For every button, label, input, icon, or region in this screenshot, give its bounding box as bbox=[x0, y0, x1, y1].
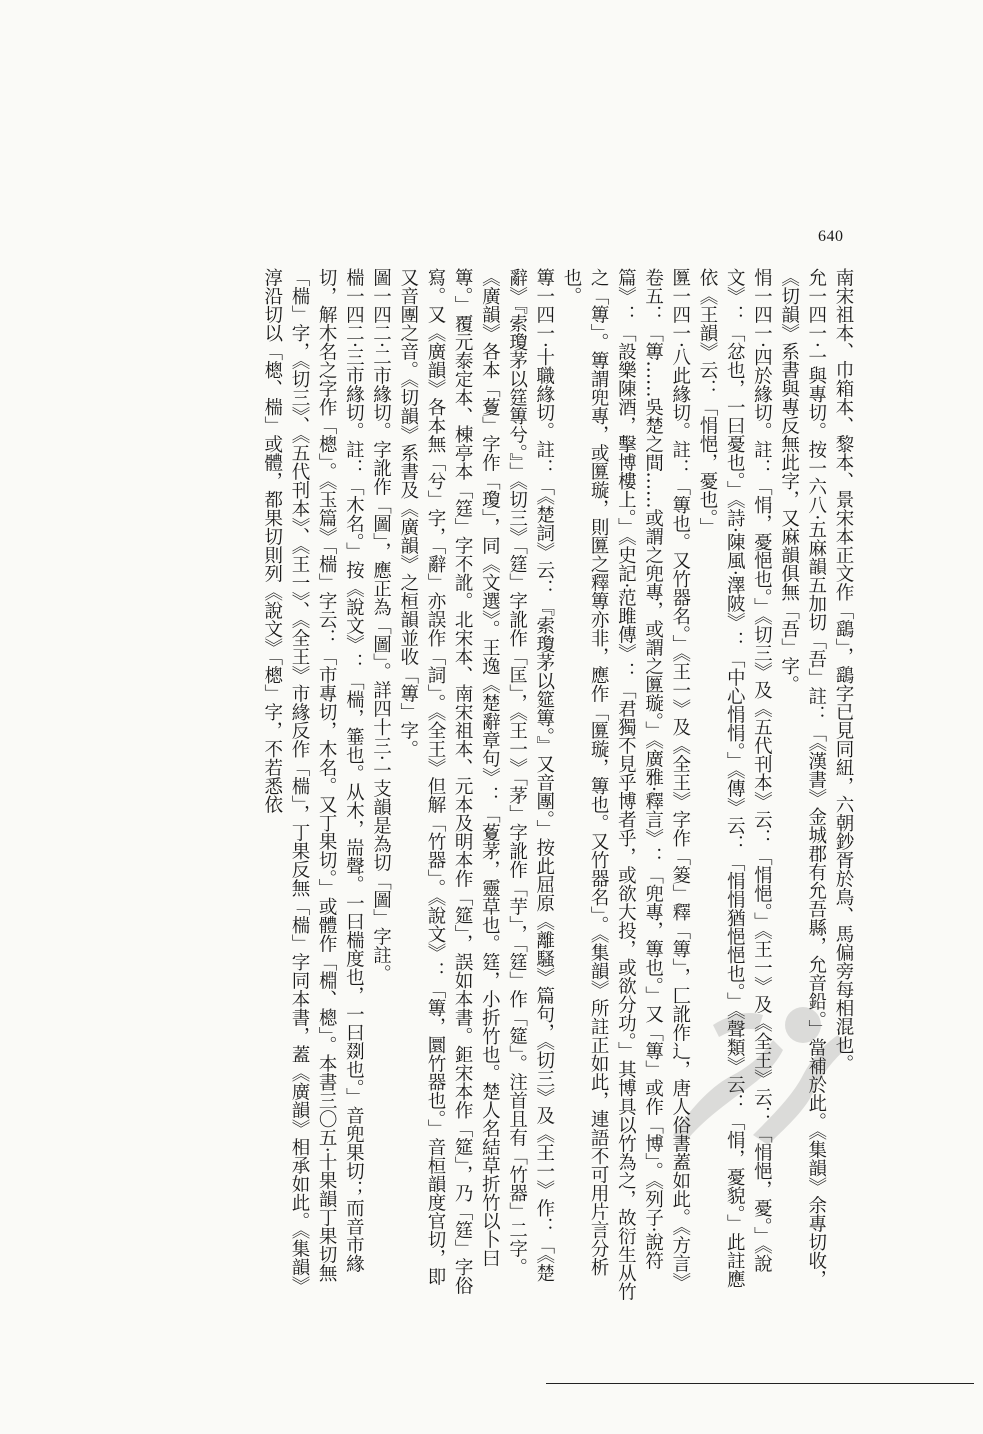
paragraph-3: 悁一四一·四於緣切。註：「悁，憂悒也。」《切三》及《五代刊本》云：「悁悒。」《王一》及《全王》云：「悁悒，憂。」《說文》：「忿也，一曰憂也。」《詩·陳風·澤陂》：「中心悁悁。」《傳》云：「悁悁猶悒悒也。」《聲類》云：「悁，憂貌。」此註應依《王韻》云：「悁悒，憂也。」 bbox=[696, 268, 773, 1289]
paragraph-1: 南宋祖本、巾箱本、黎本、景宋本正文作「鷂」，鷂字已見同紐，六朝鈔胥於鳥、馬偏旁每相混也。 bbox=[833, 268, 854, 1073]
footer-rule bbox=[546, 1383, 974, 1384]
page-number: 640 bbox=[818, 228, 844, 245]
paragraph-4: 匴一四一·八此緣切。註：「篿也。又竹器名。」《王一》及《全王》字作「䈊」釋「篿」，匚訛作辶，唐人俗書蓋如此。《方言》卷五：「篿……吳楚之間……或謂之兜專，或謂之匴璇。」《廣雅·釋言》：「兜專，篿也。」又「篿」或作「博」。《列子·說符篇》：「設樂陳酒，擊博樓上。」《史記·范雎傳》：「君獨不見乎博者乎，或欲大投，或欲分功。」其博具以竹為之，故衍生从竹之「篿」。篿謂兜專，或匴璇，則匴之釋篿亦非，應作「匴璇，篿也。又竹器名」。《集韻》所註正如此，連語不可用片言分析也。 bbox=[560, 268, 691, 1301]
vertical-text-body bbox=[257, 268, 857, 1302]
paragraph-5: 篿一四一·十職緣切。註：「《楚詞》云：『索瓊茅以筵篿。』又音團。」按此屈原《離騷》篇句，《切三》及《王一》作：「《楚辭》『索瓊茅以筳篿兮。』」《切三》「筳」字訛作「匡」，《王一》「茅」字訛作「芋」，「筳」作「筵」。注首且有「竹器」二字。《廣韻》各本「藑」字作「瓊」，同《文選》。王逸《楚辭章句》：「藑茅，靈草也。筳，小折竹也。楚人名結草折竹以卜曰篿。」覆元泰定本、棟亭本「筳」字不訛。北宋本、南宋祖本、元本及明本作「筵」，誤如本書。鉅宋本作「筵」，乃「筳」字俗寫。又《廣韻》各本無「兮」字，「辭」亦誤作「詞」。《全王》但解「竹器」。《說文》：「篿，圜竹器也。」音桓韻度官切，即又音團之音。《切韻》系書及《廣韻》之桓韻並收「篿」字。 bbox=[397, 268, 555, 1295]
paragraph-6: 圖一四二·二市緣切。字訛作「圖」，應正為「圖」。詳四十三·一支韻是為切「圖」字註。 bbox=[370, 268, 392, 983]
paragraph-7: 椯一四二·三市緣切。註：「木名。」按《說文》：「椯，箠也。从木，耑聲。一曰椯度也，一曰剟也。」音兜果切；而音市緣切，解木名之字作「樬」。《玉篇》「椯」字云：「市專切，木名。又丁果切。」或體作「棩、樬」。本書三〇五·十果韻丁果切無「椯」字，《切三》、《五代刊本》、《王一》、《全王》市緣反作「椯」，丁果反無「椯」字同本書，蓋《廣韻》相承如此。《集韻》淳沿切以「樬、椯」或體，都果切則列《說文》「樬」字，不若悉依 bbox=[261, 268, 365, 1295]
paragraph-2: 允一四一·一與專切。按一六八·五麻韻五加切「吾」註：「《漢書》金城郡有允吾縣，允音鉛。」當補於此。《集韻》余專切收，《切韻》系書與專反無此字，又麻韻俱無「吾」字。 bbox=[778, 268, 827, 1289]
